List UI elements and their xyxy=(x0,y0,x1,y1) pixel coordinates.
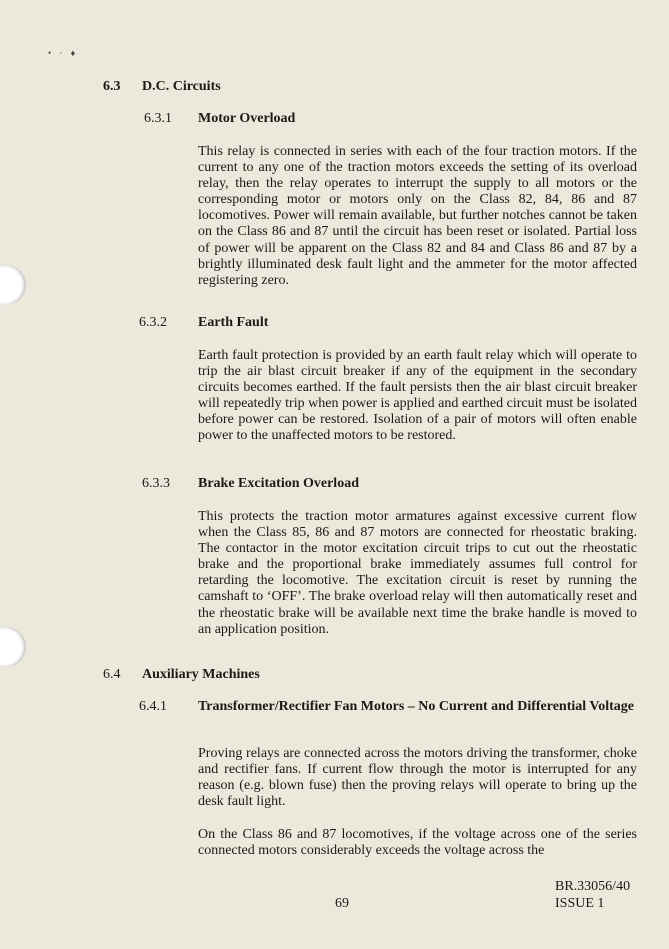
paragraph: Proving relays are connected across the motors driving the transformer, choke and rectifier fans. If current flow through the motor is interrupted for any reason (e.g. blown fuse) then the proving relays will operate to bring up the desk fault light. xyxy=(198,746,637,810)
subsection-title: Earth Fault xyxy=(198,315,269,330)
paragraph: On the Class 86 and 87 locomotives, if the voltage across one of the series connected motors considerably exceeds the voltage across the xyxy=(198,827,637,859)
subsection-number: 6.3.2 xyxy=(139,315,167,330)
subsection-title: Motor Overload xyxy=(198,111,296,126)
page-specks: • · ♦ xyxy=(48,48,79,58)
punch-hole-top xyxy=(0,265,26,305)
paragraph: Earth fault protection is provided by an earth fault relay which will operate to trip the air blast circuit breaker if any of the equipment in the secondary circuits becomes earthed. If the fault persists then the air blast circuit breaker will repeatedly trip when power is applied and earthed circuit must be isolated before power can be restored. Isolation of a pair of motors will often enable power to the unaffected motors to be restored. xyxy=(198,348,637,444)
section-number: 6.4 xyxy=(103,667,121,682)
subsection-title: Brake Excitation Overload xyxy=(198,476,359,491)
document-reference: BR.33056/40 xyxy=(555,879,631,894)
subsection-number: 6.3.1 xyxy=(144,111,172,126)
subsection-number: 6.3.3 xyxy=(142,476,170,491)
paragraph: This protects the traction motor armatures against excessive current flow when the Class 85, 86 and 87 motors are connected for rheostatic braking. The contactor in the motor excitation circuit trips to cut out the rheostatic brake and the proportional brake immediately assumes full control for retarding the locomotive. The excitation circuit is reset by running the camshaft to ‘OFF’. The brake overload relay will then automatically reset and the rheostatic brake will be available next time the brake handle is moved to an application position. xyxy=(198,509,637,637)
section-number: 6.3 xyxy=(103,79,121,94)
section-title: D.C. Circuits xyxy=(142,79,221,94)
punch-hole-bottom xyxy=(0,627,26,667)
section-title: Auxiliary Machines xyxy=(142,667,260,682)
issue-label: ISSUE 1 xyxy=(555,896,605,911)
paragraph: This relay is connected in series with each of the four traction motors. If the current to any one of the traction motors exceeds the setting of its overload relay, then the relay operates to interrupt the supply to all motors or the corresponding motor or motors only on the Class 82, 84, 86 and 87 locomotives. Power will remain available, but further notches cannot be taken on the Class 86 and 87 until the circuit has been reset or isolated. Partial loss of power will be apparent on the Class 82 and 84 and Class 86 and 87 by a brightly illuminated desk fault light and the ammeter for the motor affected registering zero. xyxy=(198,144,637,288)
page-number: 69 xyxy=(335,896,349,911)
subsection-title: Transformer/Rectifier Fan Motors – No Current and Differential Voltage xyxy=(198,699,634,714)
subsection-number: 6.4.1 xyxy=(139,699,167,714)
